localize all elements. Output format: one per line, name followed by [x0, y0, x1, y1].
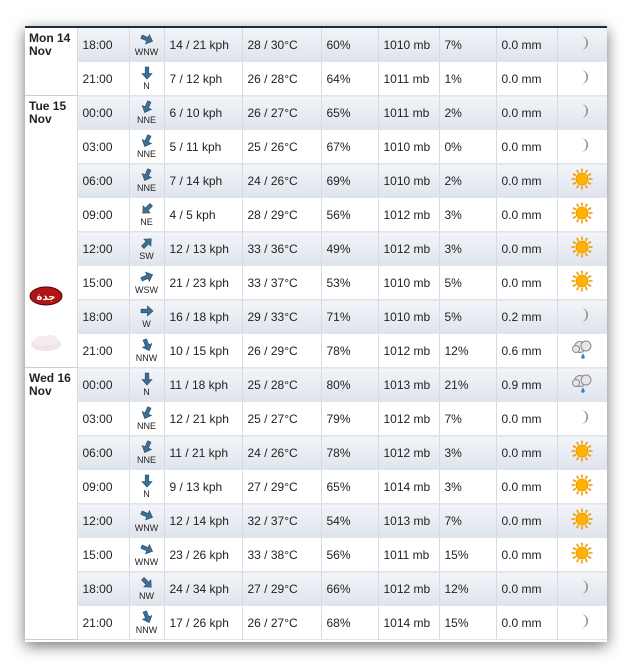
- forecast-row: [25, 62, 607, 96]
- wind-direction-label: WNW: [134, 47, 159, 57]
- temperature-cell: 33 / 36°C: [242, 232, 321, 266]
- sun-icon: [557, 436, 607, 470]
- pressure-cell: 1012 mb: [378, 232, 439, 266]
- temperature-cell: 24 / 26°C: [242, 164, 321, 198]
- sun-icon: [557, 504, 607, 538]
- wind-direction-cell: [129, 198, 164, 232]
- forecast-row: [25, 470, 607, 504]
- precipitation-cell: 0.0 mm: [496, 96, 557, 130]
- forecast-row: [25, 266, 607, 300]
- rain-cloud-icon: [557, 368, 607, 402]
- temperature-cell: 28 / 30°C: [242, 28, 321, 62]
- humidity-cell: 65%: [321, 96, 378, 130]
- wind-speed-cell: 24 / 34 kph: [164, 572, 242, 606]
- wind-arrow-icon: [140, 66, 154, 80]
- wind-direction-cell: [129, 368, 164, 402]
- pressure-cell: 1010 mb: [378, 130, 439, 164]
- wind-direction-label: NW: [139, 591, 154, 601]
- temperature-cell: 33 / 37°C: [242, 266, 321, 300]
- rain-cloud-icon: [557, 334, 607, 368]
- precipitation-cell: 0.0 mm: [496, 130, 557, 164]
- time-cell: 09:00: [77, 470, 129, 504]
- wind-speed-cell: 9 / 13 kph: [164, 470, 242, 504]
- forecast-row: [25, 504, 607, 538]
- wind-arrow-icon: [140, 134, 154, 148]
- humidity-cell: 64%: [321, 62, 378, 96]
- precipitation-cell: 0.0 mm: [496, 572, 557, 606]
- wind-direction-label: WSW: [135, 285, 158, 295]
- temperature-cell: 25 / 28°C: [242, 368, 321, 402]
- wind-direction-cell: [129, 130, 164, 164]
- precipitation-cell: 0.9 mm: [496, 368, 557, 402]
- wind-direction-label: WNW: [134, 557, 159, 567]
- forecast-row: [25, 436, 607, 470]
- rain-probability-cell: 3%: [439, 470, 496, 504]
- wind-direction-label: N: [143, 387, 150, 397]
- wind-direction-cell: [129, 504, 164, 538]
- temperature-cell: 24 / 26°C: [242, 436, 321, 470]
- forecast-row: [25, 334, 607, 368]
- wind-direction-label: NNE: [136, 149, 156, 159]
- wind-speed-cell: 21 / 23 kph: [164, 266, 242, 300]
- wind-arrow-icon: [140, 304, 154, 318]
- pressure-cell: 1012 mb: [378, 436, 439, 470]
- sun-icon: [557, 232, 607, 266]
- wind-direction-label: NNE: [136, 183, 156, 193]
- pressure-cell: 1010 mb: [378, 300, 439, 334]
- temperature-cell: 25 / 26°C: [242, 130, 321, 164]
- forecast-row: [25, 538, 607, 572]
- pressure-cell: 1013 mb: [378, 504, 439, 538]
- temperature-cell: 26 / 27°C: [242, 606, 321, 640]
- temperature-cell: 27 / 29°C: [242, 470, 321, 504]
- wind-direction-cell: [129, 606, 164, 640]
- wind-arrow-icon: [140, 508, 154, 522]
- temperature-cell: 26 / 29°C: [242, 334, 321, 368]
- rain-probability-cell: 2%: [439, 96, 496, 130]
- pressure-cell: 1013 mb: [378, 368, 439, 402]
- day-label: Tue 15 Nov جدة: [25, 96, 77, 368]
- wind-direction-label: W: [142, 319, 151, 329]
- pressure-cell: 1012 mb: [378, 198, 439, 232]
- precipitation-cell: 0.0 mm: [496, 504, 557, 538]
- time-cell: 15:00: [77, 266, 129, 300]
- humidity-cell: 80%: [321, 368, 378, 402]
- sun-icon: [557, 164, 607, 198]
- wind-direction-cell: [129, 164, 164, 198]
- sun-icon: [557, 538, 607, 572]
- wind-speed-cell: 7 / 12 kph: [164, 62, 242, 96]
- temperature-cell: 26 / 27°C: [242, 96, 321, 130]
- time-cell: 00:00: [77, 96, 129, 130]
- forecast-panel: [25, 26, 607, 642]
- wind-arrow-icon: [140, 406, 154, 420]
- rain-probability-cell: 2%: [439, 164, 496, 198]
- wind-direction-label: NNE: [136, 421, 156, 431]
- forecast-row: [25, 606, 607, 640]
- wind-arrow-icon: [140, 372, 154, 386]
- time-cell: 18:00: [77, 572, 129, 606]
- moon-icon: [557, 300, 607, 334]
- time-cell: 06:00: [77, 164, 129, 198]
- moon-icon: [557, 606, 607, 640]
- pressure-cell: 1010 mb: [378, 164, 439, 198]
- forecast-row: [25, 164, 607, 198]
- forecast-row: [25, 402, 607, 436]
- rain-probability-cell: 15%: [439, 606, 496, 640]
- humidity-cell: 56%: [321, 198, 378, 232]
- wind-arrow-icon: [140, 610, 154, 624]
- rain-probability-cell: 7%: [439, 28, 496, 62]
- precipitation-cell: 0.2 mm: [496, 300, 557, 334]
- city-badge-icon[interactable]: [29, 286, 63, 306]
- wind-speed-cell: 10 / 15 kph: [164, 334, 242, 368]
- wind-arrow-icon: [140, 440, 154, 454]
- precipitation-cell: 0.0 mm: [496, 28, 557, 62]
- sun-icon: [557, 470, 607, 504]
- temperature-cell: 28 / 29°C: [242, 198, 321, 232]
- forecast-row: [25, 130, 607, 164]
- precipitation-cell: 0.0 mm: [496, 470, 557, 504]
- wind-speed-cell: 17 / 26 kph: [164, 606, 242, 640]
- wind-direction-label: NNW: [135, 353, 158, 363]
- wind-speed-cell: 12 / 13 kph: [164, 232, 242, 266]
- wind-speed-cell: 12 / 14 kph: [164, 504, 242, 538]
- precipitation-cell: 0.0 mm: [496, 164, 557, 198]
- humidity-cell: 66%: [321, 572, 378, 606]
- temperature-cell: 33 / 38°C: [242, 538, 321, 572]
- pressure-cell: 1011 mb: [378, 538, 439, 572]
- pressure-cell: 1012 mb: [378, 572, 439, 606]
- time-cell: 00:00: [77, 368, 129, 402]
- time-cell: 15:00: [77, 538, 129, 572]
- precipitation-cell: 0.0 mm: [496, 198, 557, 232]
- humidity-cell: 56%: [321, 538, 378, 572]
- pressure-cell: 1012 mb: [378, 334, 439, 368]
- forecast-row: [25, 572, 607, 606]
- wind-direction-cell: [129, 436, 164, 470]
- moon-icon: [557, 28, 607, 62]
- rain-probability-cell: 12%: [439, 334, 496, 368]
- time-cell: 12:00: [77, 232, 129, 266]
- wind-arrow-icon: [140, 100, 154, 114]
- precipitation-cell: 0.0 mm: [496, 62, 557, 96]
- wind-direction-label: NNE: [136, 115, 156, 125]
- time-cell: 06:00: [77, 436, 129, 470]
- forecast-row: [25, 96, 607, 130]
- temperature-cell: 32 / 37°C: [242, 504, 321, 538]
- pressure-cell: 1014 mb: [378, 606, 439, 640]
- wind-direction-cell: [129, 300, 164, 334]
- wind-arrow-icon: [140, 202, 154, 216]
- wind-speed-cell: 12 / 21 kph: [164, 402, 242, 436]
- moon-icon: [557, 572, 607, 606]
- pressure-cell: 1010 mb: [378, 266, 439, 300]
- pressure-cell: 1012 mb: [378, 402, 439, 436]
- pressure-cell: 1011 mb: [378, 62, 439, 96]
- wind-direction-cell: [129, 28, 164, 62]
- time-cell: 21:00: [77, 334, 129, 368]
- wind-direction-label: N: [143, 81, 150, 91]
- rain-probability-cell: 21%: [439, 368, 496, 402]
- wind-direction-label: NE: [140, 217, 153, 227]
- humidity-cell: 69%: [321, 164, 378, 198]
- wind-speed-cell: 14 / 21 kph: [164, 28, 242, 62]
- wind-direction-cell: [129, 538, 164, 572]
- time-cell: 21:00: [77, 606, 129, 640]
- pressure-cell: 1014 mb: [378, 470, 439, 504]
- wind-speed-cell: 5 / 11 kph: [164, 130, 242, 164]
- precipitation-cell: 0.6 mm: [496, 334, 557, 368]
- wind-direction-cell: [129, 470, 164, 504]
- moon-icon: [557, 402, 607, 436]
- wind-arrow-icon: [140, 474, 154, 488]
- humidity-cell: 68%: [321, 606, 378, 640]
- temperature-cell: 25 / 27°C: [242, 402, 321, 436]
- humidity-cell: 78%: [321, 436, 378, 470]
- wind-speed-cell: 23 / 26 kph: [164, 538, 242, 572]
- time-cell: 03:00: [77, 130, 129, 164]
- wind-direction-cell: [129, 402, 164, 436]
- wind-arrow-icon: [140, 576, 154, 590]
- humidity-cell: 49%: [321, 232, 378, 266]
- precipitation-cell: 0.0 mm: [496, 538, 557, 572]
- humidity-cell: 60%: [321, 28, 378, 62]
- wind-direction-cell: [129, 572, 164, 606]
- wind-arrow-icon: [140, 338, 154, 352]
- forecast-row: [25, 232, 607, 266]
- temperature-cell: 27 / 29°C: [242, 572, 321, 606]
- rain-probability-cell: 15%: [439, 538, 496, 572]
- moon-icon: [557, 96, 607, 130]
- moon-icon: [557, 130, 607, 164]
- humidity-cell: 53%: [321, 266, 378, 300]
- wind-direction-label: NNE: [136, 455, 156, 465]
- time-cell: 21:00: [77, 62, 129, 96]
- wind-speed-cell: 16 / 18 kph: [164, 300, 242, 334]
- humidity-cell: 71%: [321, 300, 378, 334]
- temperature-cell: 26 / 28°C: [242, 62, 321, 96]
- time-cell: 09:00: [77, 198, 129, 232]
- forecast-row: [25, 28, 607, 62]
- moon-icon: [557, 62, 607, 96]
- precipitation-cell: 0.0 mm: [496, 266, 557, 300]
- humidity-cell: 78%: [321, 334, 378, 368]
- rain-probability-cell: 3%: [439, 232, 496, 266]
- precipitation-cell: 0.0 mm: [496, 402, 557, 436]
- wind-arrow-icon: [140, 236, 154, 250]
- rain-probability-cell: 7%: [439, 504, 496, 538]
- wind-direction-cell: [129, 334, 164, 368]
- humidity-cell: 65%: [321, 470, 378, 504]
- rain-probability-cell: 3%: [439, 198, 496, 232]
- wind-direction-cell: [129, 232, 164, 266]
- forecast-row: [25, 300, 607, 334]
- wind-speed-cell: 4 / 5 kph: [164, 198, 242, 232]
- wind-direction-label: N: [143, 489, 150, 499]
- wind-direction-label: WNW: [134, 523, 159, 533]
- pressure-cell: 1011 mb: [378, 96, 439, 130]
- cloud-badge-icon: [29, 334, 63, 352]
- wind-direction-label: NNW: [135, 625, 158, 635]
- sun-icon: [557, 266, 607, 300]
- rain-probability-cell: 1%: [439, 62, 496, 96]
- wind-direction-cell: [129, 266, 164, 300]
- precipitation-cell: 0.0 mm: [496, 606, 557, 640]
- humidity-cell: 67%: [321, 130, 378, 164]
- humidity-cell: 79%: [321, 402, 378, 436]
- rain-probability-cell: 0%: [439, 130, 496, 164]
- wind-speed-cell: 11 / 21 kph: [164, 436, 242, 470]
- rain-probability-cell: 5%: [439, 266, 496, 300]
- temperature-cell: 29 / 33°C: [242, 300, 321, 334]
- precipitation-cell: 0.0 mm: [496, 436, 557, 470]
- wind-speed-cell: 6 / 10 kph: [164, 96, 242, 130]
- precipitation-cell: 0.0 mm: [496, 232, 557, 266]
- day-label: Mon 14 Nov: [25, 28, 77, 96]
- rain-probability-cell: 12%: [439, 572, 496, 606]
- sun-icon: [557, 198, 607, 232]
- wind-arrow-icon: [140, 32, 154, 46]
- rain-probability-cell: 7%: [439, 402, 496, 436]
- wind-arrow-icon: [140, 542, 154, 556]
- wind-arrow-icon: [140, 168, 154, 182]
- wind-direction-cell: [129, 62, 164, 96]
- wind-speed-cell: 7 / 14 kph: [164, 164, 242, 198]
- svg-text:جدة: جدة: [36, 292, 56, 303]
- rain-probability-cell: 5%: [439, 300, 496, 334]
- forecast-table: [25, 28, 607, 640]
- time-cell: 18:00: [77, 300, 129, 334]
- pressure-cell: 1010 mb: [378, 28, 439, 62]
- wind-arrow-icon: [140, 270, 154, 284]
- time-cell: 03:00: [77, 402, 129, 436]
- forecast-row: [25, 198, 607, 232]
- wind-direction-label: SW: [139, 251, 154, 261]
- time-cell: 12:00: [77, 504, 129, 538]
- wind-speed-cell: 11 / 18 kph: [164, 368, 242, 402]
- forecast-row: [25, 368, 607, 402]
- humidity-cell: 54%: [321, 504, 378, 538]
- rain-probability-cell: 3%: [439, 436, 496, 470]
- time-cell: 18:00: [77, 28, 129, 62]
- wind-direction-cell: [129, 96, 164, 130]
- day-label: Wed 16 Nov: [25, 368, 77, 640]
